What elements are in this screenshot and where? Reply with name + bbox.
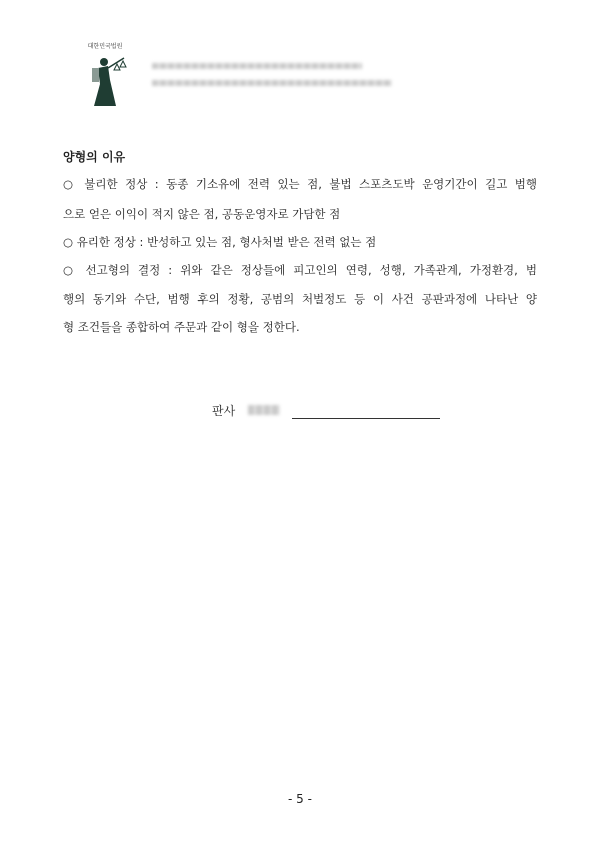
text-line: 형 조건들을 종합하여 주문과 같이 형을 정한다. [63,320,300,334]
redacted-header-line-1 [152,63,362,69]
redacted-judge-name [248,405,280,415]
court-logo-icon [80,40,130,110]
judge-title: 판사 [212,404,236,418]
text-line: 으로 얻은 이익이 적지 않은 점, 공동운영자로 가담한 점 [63,207,341,221]
text-line: ○ 불리한 정상 : 동종 기소유에 전력 있는 점, 불법 스포츠도박 운영기간이 길고 범행 [63,177,537,191]
redacted-header-line-2 [152,80,392,86]
signature-line [292,418,440,419]
text-line: ○ 선고형의 결정 : 위와 같은 정상들에 피고인의 연령, 성행, 가족관계, 가정환경, 범 [63,263,537,277]
page-number: - 5 - [288,792,312,806]
text-line: ○ 유리한 정상 : 반성하고 있는 점, 형사처벌 받은 전력 없는 점 [63,235,377,249]
text-line: 행의 동기와 수단, 범행 후의 정황, 공범의 처벌정도 등 이 사건 공판과정에 나타난 양 [63,292,537,306]
section-heading: 양형의 이유 [63,150,126,164]
logo-text: 대한민국법원 [87,43,123,50]
